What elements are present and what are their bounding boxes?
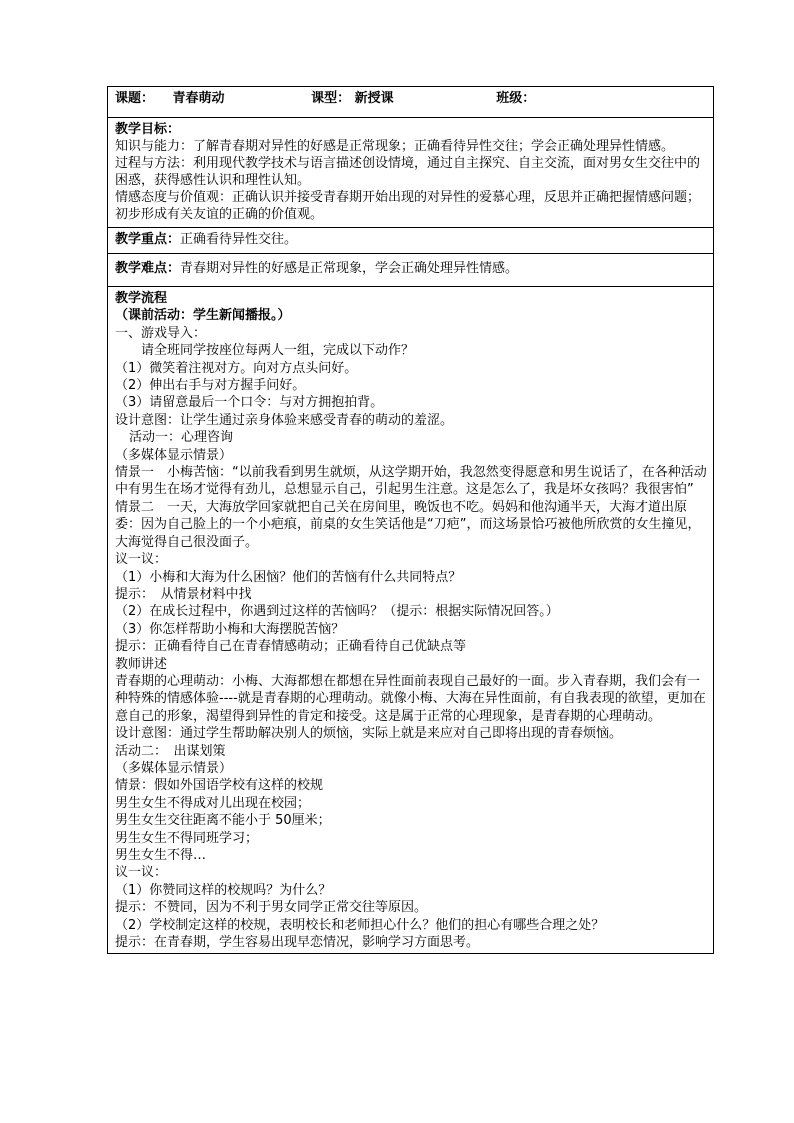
goals-cell bbox=[108, 118, 714, 228]
process-title: 教学流程 bbox=[115, 291, 168, 306]
design-intent-1: 设计意图：让学生通过亲身体验来感受青春的萌动的羞涩。 bbox=[115, 412, 454, 428]
multimedia-note-2: （多媒体显示情景） bbox=[115, 760, 233, 776]
header-line bbox=[115, 90, 708, 107]
difficult-point-text: 青春期对异性的好感是正常现象，学会正确处理异性情感。 bbox=[180, 261, 519, 276]
question-5: （2）学校制定这样的校规，表明校长和老师担心什么？他们的担心有哪些合理之处？ bbox=[115, 917, 605, 933]
goals-row bbox=[108, 118, 714, 228]
type-value: 新授课 bbox=[354, 91, 394, 106]
class-label: 班级： bbox=[496, 91, 536, 106]
game-step-2: （2）伸出右手与对方握手问好。 bbox=[115, 378, 306, 394]
rule-3: 男生女生不得同班学习； bbox=[115, 830, 259, 846]
goals-title: 教学目标： bbox=[115, 122, 181, 137]
scenario-1: 情景一 小梅苦恼：“以前我看到男生就烦，从这学期开始，我忽然变得愿意和男生说话了，在各种活动中有男生在场才觉得有劲儿，总想显示自己，引起男生注意。这是怎么了，我是坏女孩吗？我很害怕” bbox=[115, 465, 707, 498]
design-intent-2: 设计意图：通过学生帮助解决别人的烦恼，实际上就是来应对自己即将出现的青春烦恼。 bbox=[115, 726, 623, 742]
lesson-plan-table bbox=[107, 86, 714, 954]
question-1: （1）小梅和大海为什么困恼？他们的苦恼有什么共同特点？ bbox=[115, 569, 462, 585]
rule-1: 男生女生不得成对儿出现在校园； bbox=[115, 795, 311, 811]
hint-4: 提示：不赞同，因为不利于男女同学正常交往等原因。 bbox=[115, 900, 428, 916]
pre-activity: （课前活动：学生新闻播报。） bbox=[115, 308, 291, 324]
activity-2-title: 活动二： 出谋划策 bbox=[115, 743, 226, 759]
header-cell bbox=[108, 87, 714, 118]
goal-attitude: 情感态度与价值观：正确认识并接受青春期开始出现的对异性的爱慕心理，反思并正确把握情感问题；初步形成有关友谊的正确的价值观。 bbox=[115, 190, 701, 222]
discuss-label-1: 议一议： bbox=[115, 552, 168, 568]
process-row bbox=[108, 287, 714, 954]
goal-knowledge: 知识与能力：了解青春期对异性的好感是正常现象；正确看待异性交往；学会正确处理异性情感。 bbox=[115, 139, 675, 154]
key-point-label: 教学重点： bbox=[115, 232, 181, 247]
topic-value: 青春萌动 bbox=[172, 91, 225, 106]
key-point-text: 正确看待异性交往。 bbox=[180, 232, 298, 247]
difficult-point-cell bbox=[108, 254, 714, 287]
process-cell bbox=[108, 287, 714, 954]
hint-5: 提示：在青春期，学生容易出现早恋情况，影响学习方面思考。 bbox=[115, 935, 480, 951]
activity-1-title: 活动一：心理咨询 bbox=[129, 430, 234, 446]
scenario-2: 情景二 一天，大海放学回家就把自己关在房间里，晚饭也不吃。妈妈和他沟通半天，大海才道出原委：因为自己脸上的一个小疤痕，前桌的女生笑话他是“刀疤”，而这场景恰巧被他所欣赏的女生撞见，大海觉得自己很没面子。 bbox=[115, 499, 701, 550]
key-point-cell bbox=[108, 228, 714, 254]
teacher-talk-label: 教师讲述 bbox=[115, 656, 168, 672]
game-instruction: 请全班同学按座位每两人一组，完成以下动作？ bbox=[141, 343, 415, 359]
topic-label: 课题： bbox=[115, 91, 155, 106]
key-point-row bbox=[108, 228, 714, 254]
question-4: （1）你赞同这样的校规吗？为什么？ bbox=[115, 882, 332, 898]
game-step-3: （3）请留意最后一个口令：与对方拥抱拍背。 bbox=[115, 395, 384, 411]
multimedia-note-1: （多媒体显示情景） bbox=[115, 447, 233, 463]
section-game-intro: 一、游戏导入： bbox=[115, 325, 207, 341]
type-label: 课型： bbox=[311, 91, 351, 106]
rule-4: 男生女生不得… bbox=[115, 848, 207, 863]
difficult-point-label: 教学难点： bbox=[115, 261, 181, 276]
hint-3: 提示：正确看待自己在青春情感萌动；正确看待自己优缺点等 bbox=[115, 639, 467, 655]
hint-1: 提示： 从情景材料中找 bbox=[115, 586, 252, 602]
discuss-label-2: 议一议： bbox=[115, 865, 168, 881]
game-step-1: （1）微笑着注视对方。向对方点头问好。 bbox=[115, 360, 358, 376]
goal-process: 过程与方法：利用现代教学技术与语言描述创设情境，通过自主探究、自主交流，面对男女生交往中的困惑，获得感性认识和理性认知。 bbox=[115, 156, 701, 188]
difficult-point-row bbox=[108, 254, 714, 287]
question-3: （3）你怎样帮助小梅和大海摆脱苦恼？ bbox=[115, 621, 345, 637]
scenario-rules-intro: 情景：假如外国语学校有这样的校规 bbox=[115, 778, 324, 794]
teacher-talk-text: 青春期的心理萌动：小梅、大海都想在都想在异性面前表现自己最好的一面。步入青春期，我们会有一种特殊的情感体验----就是青春期的心理萌动。就像小梅、大海在异性面前，有自我表现的欲望，更加在意自己的形象，渴望得到异性的肯定和接受。这是属于正常的心理现象，是青春期的心理萌动。 bbox=[115, 673, 706, 724]
rule-2: 男生女生交往距离不能小于 50厘米； bbox=[115, 813, 331, 829]
question-2: （2）在成长过程中，你遇到过这样的苦恼吗？（提示：根据实际情况回答。） bbox=[115, 604, 559, 620]
header-row bbox=[108, 87, 714, 118]
